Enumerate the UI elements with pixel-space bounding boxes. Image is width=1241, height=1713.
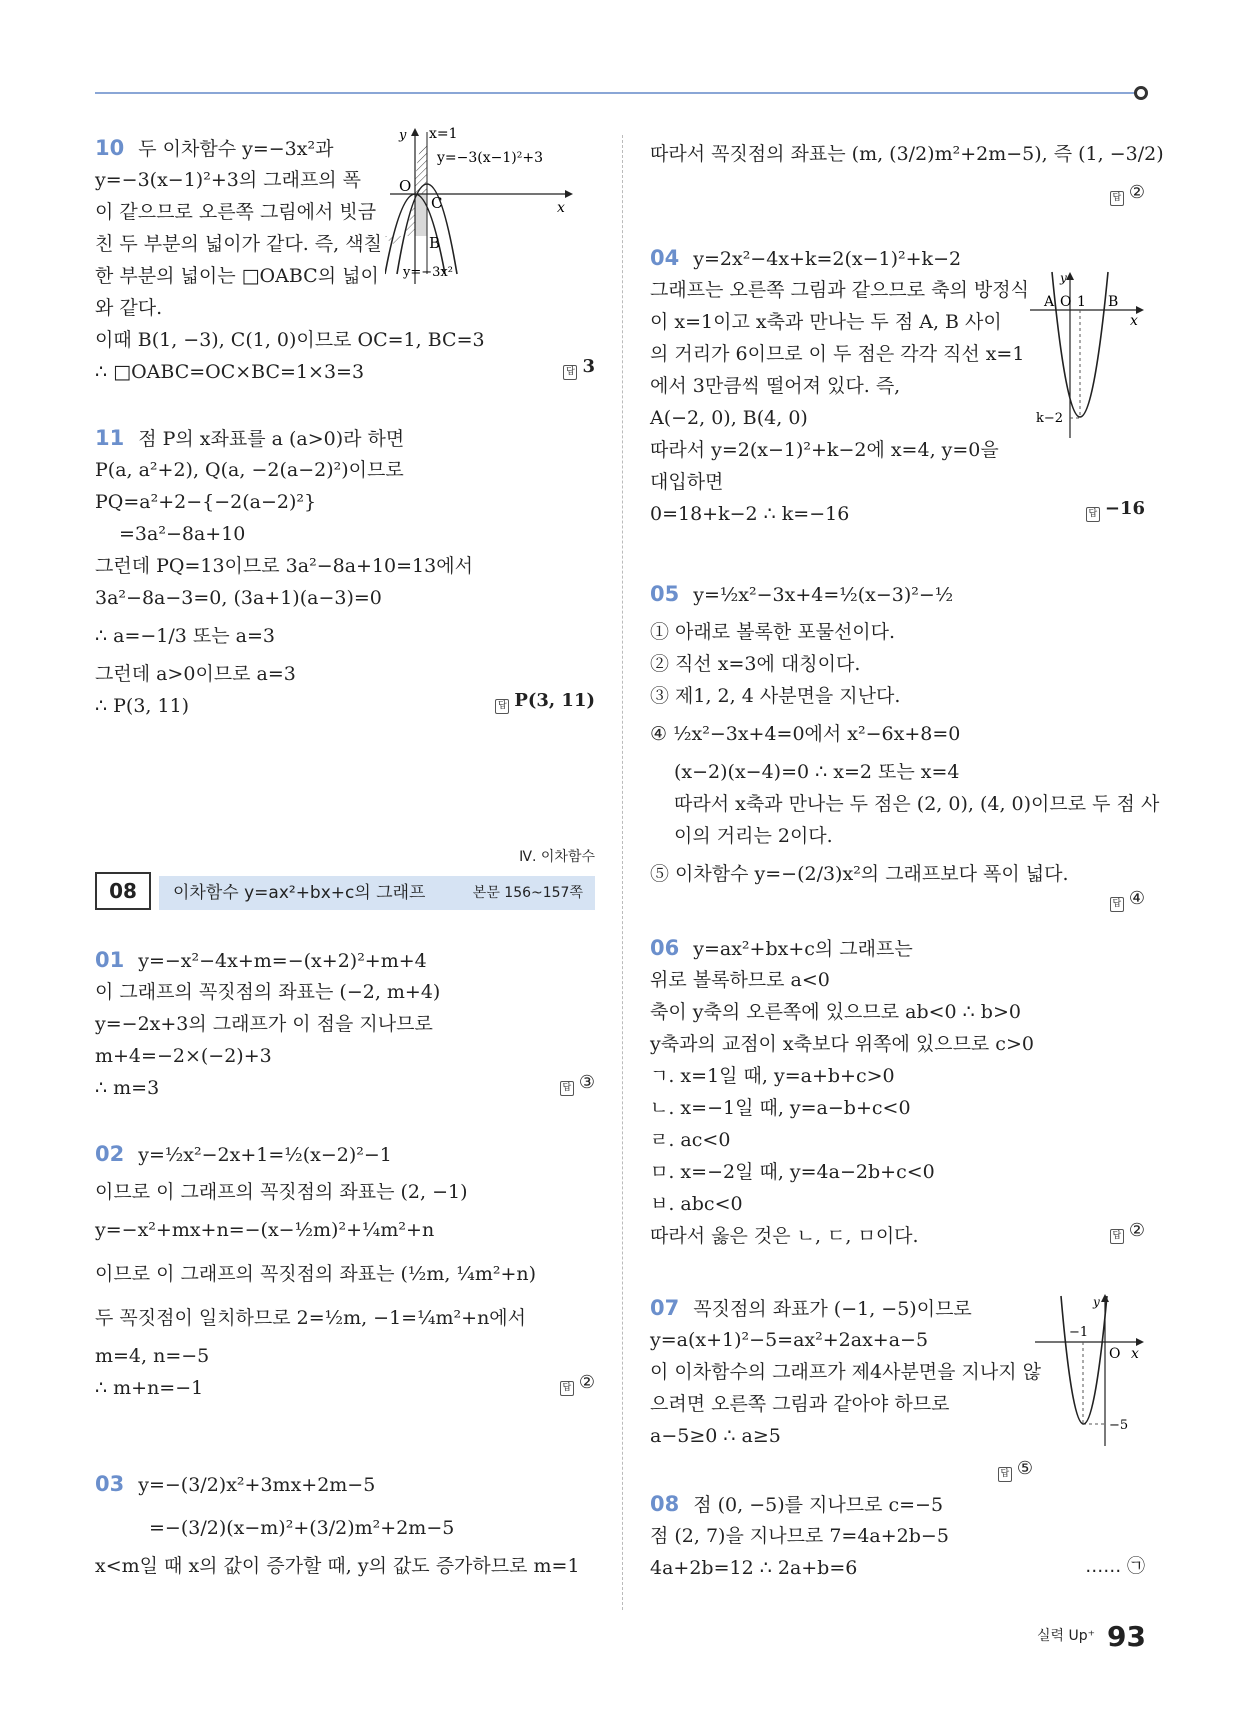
text-line: 친 두 부분의 넓이가 같다. 즉, 색칠 — [95, 233, 382, 255]
label-o: O — [399, 177, 412, 195]
text-line: ∴ □OABC=OC×BC=1×3=3 — [95, 361, 365, 383]
text-line: 에서 3만큼씩 떨어져 있다. 즉, — [650, 375, 901, 397]
label-k: k−2 — [1036, 411, 1064, 426]
text-line: ① 아래로 볼록한 포물선이다. — [650, 621, 896, 643]
question-01 — [95, 944, 595, 1104]
section-title-band — [159, 876, 595, 910]
text-line: y=−2x+3의 그래프가 이 점을 지나므로 — [95, 1013, 433, 1035]
answer-mark: 답 ④ — [1110, 888, 1145, 912]
problem-10-graph — [385, 124, 595, 284]
text-line: 점 P의 x좌표를 a (a>0)라 하면 — [138, 428, 405, 450]
text-line: 의 거리가 6이므로 이 두 점은 각각 직선 x=1 — [650, 343, 1025, 365]
text-line: 한 부분의 넓이는 □OABC의 넓이 — [95, 265, 379, 287]
label-y: y — [1060, 271, 1067, 285]
question-07-graph — [1035, 1292, 1145, 1447]
x-axis-arrow — [565, 190, 573, 198]
text-line: 이 이차함수의 그래프가 제4사분면을 지나지 않 — [650, 1361, 1042, 1383]
problem-number: 01 — [95, 948, 125, 972]
answer-icon: 답 — [560, 1081, 574, 1096]
chapter-tag: Ⅳ. 이차함수 — [519, 849, 595, 865]
top-rule — [95, 92, 1140, 94]
problem-number: 08 — [650, 1492, 680, 1516]
y-axis-arrow — [411, 128, 419, 136]
label-b: B — [429, 234, 441, 252]
question-08 — [650, 1488, 1145, 1584]
top-rule-dot — [1134, 86, 1148, 100]
text-line: 으려면 오른쪽 그림과 같아야 하므로 — [650, 1393, 950, 1415]
text-line: ∴ m=3 — [95, 1077, 160, 1099]
text-line: 0=18+k−2 ∴ k=−16 — [650, 503, 850, 525]
parabola — [1061, 1296, 1107, 1424]
text-line: 그래프는 오른쪽 그림과 같으므로 축의 방정식 — [650, 279, 1029, 301]
problem-10 — [95, 126, 595, 388]
text-line: 이므로 이 그래프의 꼭짓점의 좌표는 (½m, ¼m²+n) — [95, 1263, 537, 1285]
text-line: 이 같으므로 오른쪽 그림에서 빗금 — [95, 201, 377, 223]
text-line: 대입하면 — [650, 471, 724, 493]
problem-number: 07 — [650, 1296, 680, 1320]
text-line: m+4=−2×(−2)+3 — [95, 1045, 272, 1067]
section-title: 이차함수 y=ax²+bx+c의 그래프 — [173, 883, 426, 903]
question-04-graph — [1030, 270, 1145, 440]
text-line: ∴ m+n=−1 — [95, 1377, 204, 1399]
text-line: y축과의 교점이 x축보다 위쪽에 있으므로 c>0 — [650, 1033, 1034, 1055]
label-m5: −5 — [1109, 1418, 1129, 1433]
label-a: A — [1044, 294, 1055, 310]
text-line: 따라서 y=2(x−1)²+k−2에 x=4, y=0을 — [650, 439, 999, 461]
text-line: y=ax²+bx+c의 그래프는 — [693, 938, 913, 960]
answer-mark: 답 3 — [563, 356, 595, 380]
problem-number: 06 — [650, 936, 680, 960]
answer-mark: 답 P(3, 11) — [495, 690, 595, 714]
label-y: y — [1093, 1295, 1100, 1309]
text-line: ∴ a=−1/3 또는 a=3 — [95, 625, 275, 647]
label-y: y — [399, 128, 407, 143]
label-x: x — [557, 200, 565, 216]
text-line: 3a²−8a−3=0, (3a+1)(a−3)=0 — [95, 587, 382, 609]
label-o: O — [1060, 294, 1072, 310]
text-line: m=4, n=−5 — [95, 1345, 210, 1367]
text-line: 4a+2b=12 ∴ 2a+b=6 — [650, 1557, 858, 1579]
text-line: ㄴ. x=−1일 때, y=a−b+c<0 — [650, 1097, 911, 1119]
question-02 — [95, 1132, 595, 1404]
answer-icon: 답 — [998, 1467, 1012, 1482]
text-line: 따라서 x축과 만나는 두 점은 (2, 0), (4, 0)이므로 두 점 사 — [674, 793, 1160, 815]
answer-icon: 답 — [563, 365, 577, 380]
question-04 — [650, 242, 1145, 530]
text-line: 와 같다. — [95, 297, 163, 319]
label-one: 1 — [1077, 294, 1086, 310]
text-line: 따라서 옳은 것은 ㄴ, ㄷ, ㅁ이다. — [650, 1225, 919, 1247]
equation-marker: …… ㉠ — [1085, 1556, 1145, 1577]
text-line: ㄱ. x=1일 때, y=a+b+c>0 — [650, 1065, 895, 1087]
label-x: x — [1131, 1346, 1139, 1362]
problem-number: 04 — [650, 246, 680, 270]
page-footer — [1037, 1620, 1146, 1653]
text-line: y=−x²−4x+m=−(x+2)²+m+4 — [138, 950, 427, 972]
text-line: PQ=a²+2−{−2(a−2)²} — [95, 491, 317, 513]
answer-mark: 답 ② — [1110, 182, 1145, 206]
text-line: 이때 B(1, −3), C(1, 0)이므로 OC=1, BC=3 — [95, 329, 485, 351]
answer-mark: 답 ② — [1110, 1220, 1145, 1244]
text-line: 이므로 이 그래프의 꼭짓점의 좌표는 (2, −1) — [95, 1181, 468, 1203]
text-line: a−5≥0 ∴ a≥5 — [650, 1425, 781, 1447]
text-line: ④ ½x²−3x+4=0에서 x²−6x+8=0 — [650, 723, 961, 745]
answer-icon: 답 — [495, 699, 509, 714]
section-header — [95, 849, 595, 918]
problem-number: 11 — [95, 426, 125, 450]
question-03-continued — [650, 132, 1164, 203]
text-line: y=−3(x−1)²+3의 그래프의 폭 — [95, 169, 362, 191]
label-x1: x=1 — [429, 126, 458, 142]
text-line: y=−x²+mx+n=−(x−½m)²+¼m²+n — [95, 1219, 435, 1241]
hatched-region-lower — [385, 194, 415, 244]
text-line: ③ 제1, 2, 4 사분면을 지난다. — [650, 685, 901, 707]
text-line: ∴ P(3, 11) — [95, 695, 190, 717]
problem-number: 05 — [650, 582, 680, 606]
text-line: 이 x=1이고 x축과 만나는 두 점 A, B 사이 — [650, 311, 1002, 333]
label-x: x — [1130, 313, 1138, 329]
text-line: y=2x²−4x+k=2(x−1)²+k−2 — [693, 248, 962, 270]
text-line: P(a, a²+2), Q(a, −2(a−2)²)이므로 — [95, 459, 404, 481]
text-line: y=−(3/2)x²+3mx+2m−5 — [138, 1474, 376, 1496]
label-b: B — [1108, 294, 1119, 310]
answer-icon: 답 — [1086, 507, 1100, 522]
text-line: 따라서 꼭짓점의 좌표는 (m, (3/2)m²+2m−5), 즉 (1, −3/2) — [650, 143, 1164, 165]
y-axis-arrow — [1066, 272, 1074, 280]
text-line: 점 (0, −5)를 지나므로 c=−5 — [693, 1494, 944, 1516]
text-line: 두 꼭짓점이 일치하므로 2=½m, −1=¼m²+n에서 — [95, 1307, 527, 1329]
column-divider — [622, 135, 623, 1610]
answer-mark: 답 ② — [560, 1372, 595, 1396]
text-line: y=a(x+1)²−5=ax²+2ax+a−5 — [650, 1329, 929, 1351]
text-line: 점 (2, 7)을 지나므로 7=4a+2b−5 — [650, 1525, 949, 1547]
text-line: 이의 거리는 2이다. — [674, 825, 833, 847]
text-line: ② 직선 x=3에 대칭이다. — [650, 653, 861, 675]
answer-icon: 답 — [1110, 191, 1124, 206]
text-line: 위로 볼록하므로 a<0 — [650, 969, 830, 991]
text-line: ㅂ. abc<0 — [650, 1193, 743, 1215]
label-c: C — [431, 194, 443, 212]
answer-icon: 답 — [1110, 897, 1124, 912]
text-line: 그런데 PQ=13이므로 3a²−8a+10=13에서 — [95, 555, 473, 577]
text-line: ㅁ. x=−2일 때, y=4a−2b+c<0 — [650, 1161, 935, 1183]
text-line: ⑤ 이차함수 y=−(2/3)x²의 그래프보다 폭이 넓다. — [650, 863, 1069, 885]
text-line: ㄹ. ac<0 — [650, 1129, 731, 1151]
text-line: 이 그래프의 꼭짓점의 좌표는 (−2, m+4) — [95, 981, 441, 1003]
section-number: 08 — [95, 872, 151, 910]
section-pages: 본문 156~157쪽 — [472, 885, 583, 901]
text-line: 두 이차함수 y=−3x²과 — [138, 138, 334, 160]
answer-mark: 답 ③ — [560, 1072, 595, 1096]
problem-11 — [95, 422, 595, 722]
answer-icon: 답 — [560, 1381, 574, 1396]
text-line: (x−2)(x−4)=0 ∴ x=2 또는 x=4 — [674, 761, 960, 783]
problem-number: 02 — [95, 1142, 125, 1166]
text-line: =−(3/2)(x−m)²+(3/2)m²+2m−5 — [149, 1517, 455, 1539]
shaded-region — [415, 194, 427, 236]
text-line: y=½x²−3x+4=½(x−3)²−½ — [693, 584, 954, 606]
question-05 — [650, 572, 1160, 909]
label-curve1: y=−3(x−1)²+3 — [437, 150, 543, 166]
question-06 — [650, 932, 1145, 1252]
question-07 — [650, 1292, 1145, 1479]
y-axis-arrow — [1101, 1294, 1109, 1302]
problem-number: 03 — [95, 1472, 125, 1496]
question-03 — [95, 1462, 595, 1582]
label-m1: −1 — [1069, 1325, 1089, 1340]
text-line: x<m일 때 x의 값이 증가할 때, y의 값도 증가하므로 m=1 — [95, 1555, 580, 1577]
page-number: 93 — [1107, 1620, 1146, 1653]
text-line: 꼭짓점의 좌표가 (−1, −5)이므로 — [693, 1298, 972, 1320]
answer-icon: 답 — [1110, 1229, 1124, 1244]
text-line: 그런데 a>0이므로 a=3 — [95, 663, 296, 685]
answer-mark: 답 −16 — [1086, 498, 1145, 522]
label-curve2: y=−3x² — [403, 265, 453, 280]
text-line: 축이 y축의 오른쪽에 있으므로 ab<0 ∴ b>0 — [650, 1001, 1021, 1023]
text-line: A(−2, 0), B(4, 0) — [650, 407, 808, 429]
label-o: O — [1109, 1346, 1121, 1362]
answer-mark: 답 ⑤ — [998, 1458, 1033, 1482]
text-line: =3a²−8a+10 — [119, 523, 246, 545]
hatched-region-upper — [415, 142, 427, 194]
footer-label: 실력 Up⁺ — [1036, 1628, 1095, 1644]
text-line: y=½x²−2x+1=½(x−2)²−1 — [138, 1144, 392, 1166]
x-axis-arrow — [1136, 1338, 1144, 1346]
problem-number: 10 — [95, 136, 125, 160]
